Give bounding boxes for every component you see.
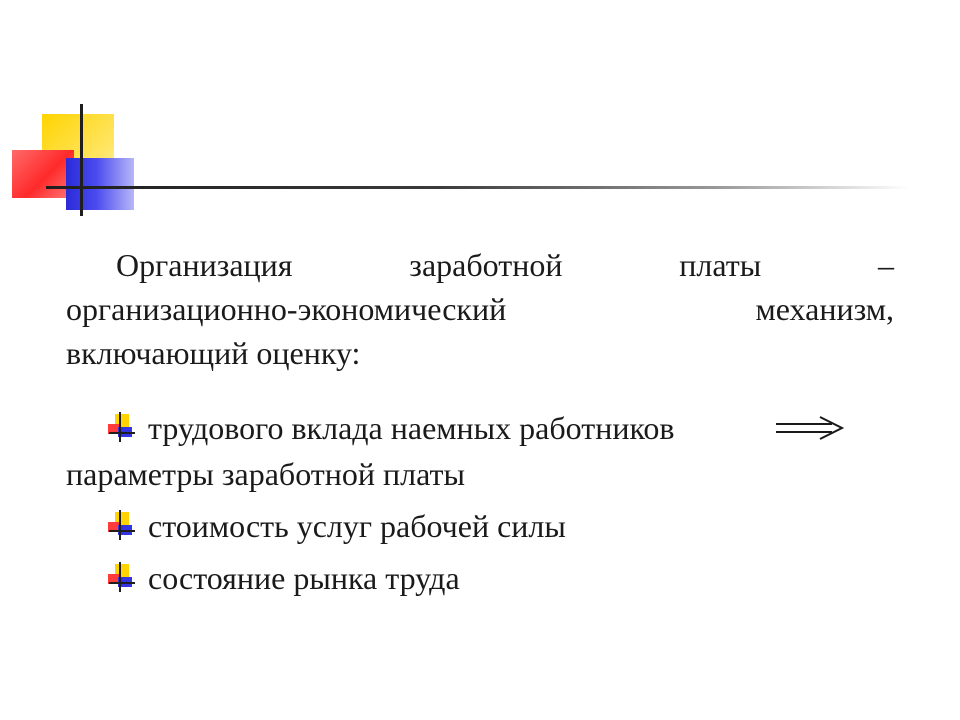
definition-word: Организация — [116, 247, 293, 283]
definition-line-1 — [66, 243, 894, 287]
bullet-text: состояние рынка труда — [148, 560, 460, 596]
definition-line-3 — [66, 331, 894, 375]
title-rule — [46, 186, 910, 189]
blue-square — [66, 158, 134, 210]
definition-word: заработной — [409, 247, 563, 283]
bullet-text: трудового вклада наемных работников — [148, 410, 675, 446]
bullet-icon — [106, 562, 136, 596]
definition-word: механизм, — [755, 291, 894, 327]
vertical-rule — [80, 104, 83, 216]
definition-word: организационно-экономический — [66, 291, 507, 327]
definition-word: – — [877, 247, 894, 283]
bullet-icon — [106, 412, 136, 446]
decorative-logo — [0, 0, 960, 240]
definition-word: включающий оценку: — [66, 335, 361, 371]
definition-paragraph — [66, 243, 894, 375]
double-right-arrow-icon — [774, 414, 844, 442]
definition-word: платы — [679, 247, 762, 283]
bullet-continuation: параметры заработной платы — [66, 456, 465, 492]
bullet-text: стоимость услуг рабочей силы — [148, 508, 566, 544]
red-square — [12, 150, 74, 198]
definition-line-2 — [66, 287, 894, 331]
bullet-icon — [106, 510, 136, 544]
